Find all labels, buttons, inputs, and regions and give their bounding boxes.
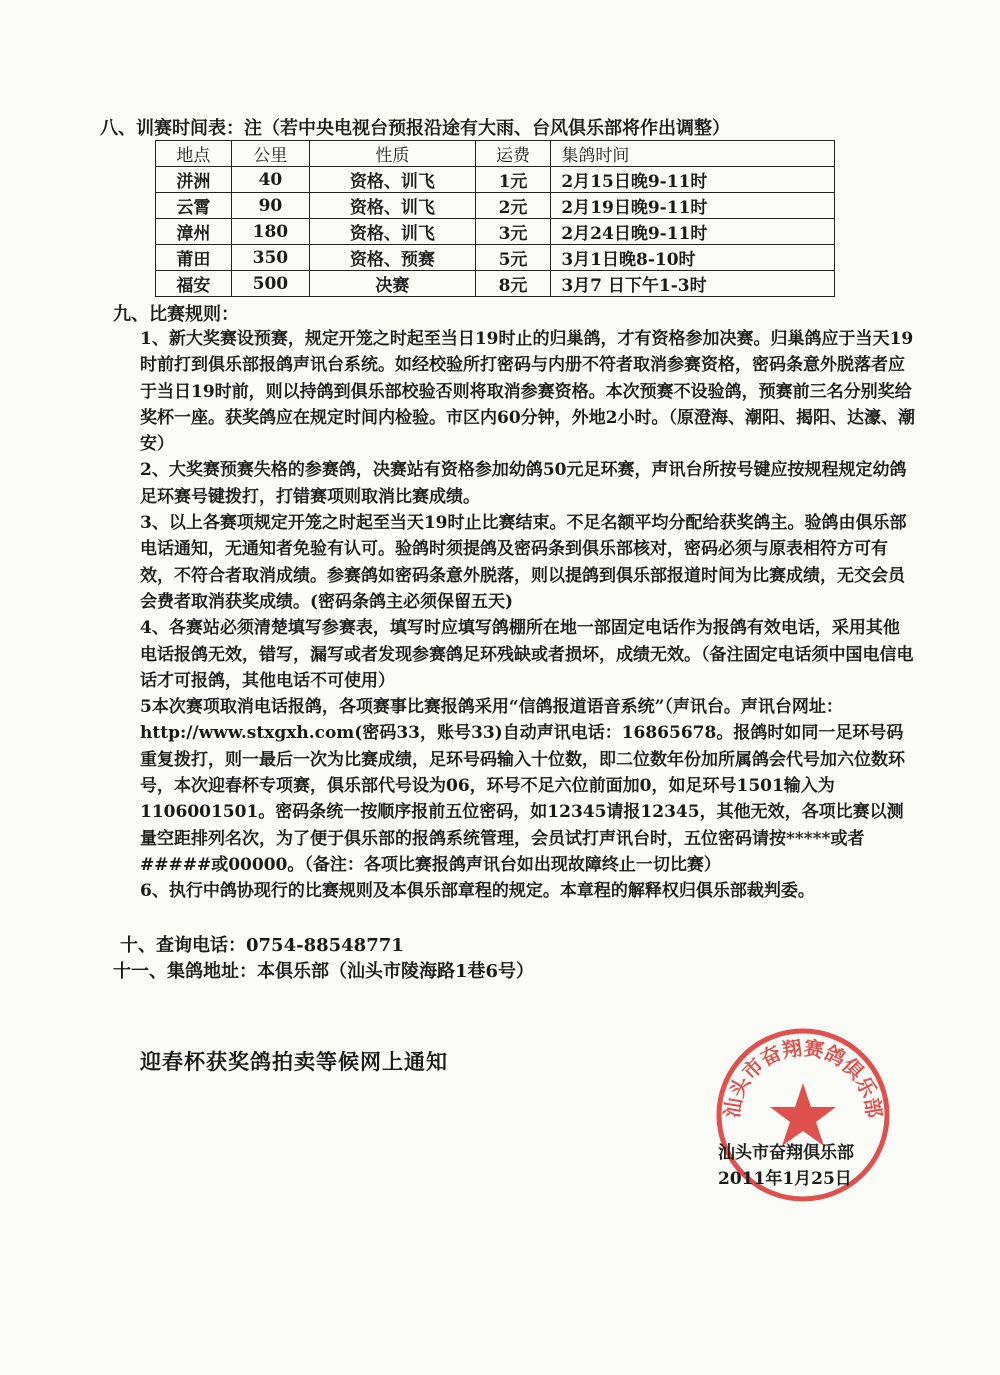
- signature-block: [718, 1140, 854, 1192]
- header-fee: 运费: [475, 141, 551, 167]
- section-8-title: 八、训赛时间表：注（若中央电视台预报沿途有大雨、台风俱乐部将作出调整）: [100, 118, 730, 139]
- cell-fee: 5元: [475, 245, 551, 271]
- cell-distance: 180: [231, 219, 309, 245]
- cell-time: 2月24日晚9-11时: [551, 219, 835, 245]
- cell-type: 资格、训飞: [310, 167, 476, 193]
- rule-item-5: 5本次赛项取消电话报鸽，各项赛事比赛报鸽采用“信鸽报道语音系统”（声讯台。声讯台网址：http://www.stxgxh.com(密码33，账号33)自动声讯电话：16865678。报鸽时如同一足环号码重复拨打，则一最后一次为比赛成绩，足环号码输入十位数，即二位数年份加所属鸽会代号加六位数环号，本次迎春杯专项赛，俱乐部代号设为06，环号不足六位前面加0，如足环号1501输入为1106001501。密码条统一按顺序报前五位密码，如12345请报12345，其他无效，各项比赛以测量空距排列名次，为了便于俱乐部的报鸽系统管理，会员试打声讯台时，五位密码请按*****或者#####或00000。（备注：各项比赛报鸽声讯台如出现故障终止一切比赛）: [140, 697, 905, 875]
- cell-distance: 500: [231, 271, 309, 297]
- rule-item-2: 2、大奖赛预赛失格的参赛鸽，决赛站有资格参加幼鸽50元足环赛，声讯台所按号键应按规程规定幼鸽足环赛号键拨打，打错赛项则取消比赛成绩。: [140, 460, 907, 507]
- cell-location: 福安: [156, 271, 232, 297]
- rule-item-6: 6、执行中鸽协现行的比赛规则及本俱乐部章程的规定。本章程的解释权归俱乐部裁判委。: [140, 881, 815, 902]
- cell-distance: 350: [231, 245, 309, 271]
- cell-fee: 8元: [475, 271, 551, 297]
- table-row: [156, 245, 835, 271]
- cell-location: 洴洲: [156, 167, 232, 193]
- cell-location: 漳州: [156, 219, 232, 245]
- header-time: 集鸽时间: [551, 141, 835, 167]
- cell-type: 资格、训飞: [310, 219, 476, 245]
- section-10-phone: 十、查询电话：0754-88548771: [120, 935, 404, 956]
- auction-notice: 迎春杯获奖鸽拍卖等候网上通知: [140, 1049, 448, 1074]
- table-row: [156, 271, 835, 297]
- rules-list: [140, 326, 915, 905]
- rule-item-4: 4、各赛站必须清楚填写参赛表，填写时应填写鸽棚所在地一部固定电话作为报鸽有效电话，采用其他电话报鸽无效，错写，漏写或者发现参赛鸽足环残缺或者损坏，成绩无效。（备注固定电话须中国电信电话才可报鸽，其他电话不可使用）: [140, 618, 914, 691]
- table-row: [156, 167, 835, 193]
- cell-location: 莆田: [156, 245, 232, 271]
- cell-location: 云霄: [156, 193, 232, 219]
- table-row: [156, 219, 835, 245]
- seal-star-icon: [770, 1083, 836, 1146]
- header-distance: 公里: [231, 141, 309, 167]
- cell-fee: 2元: [475, 193, 551, 219]
- cell-distance: 90: [231, 193, 309, 219]
- cell-time: 3月1日晚8-10时: [551, 245, 835, 271]
- rule-item-3: 3、以上各赛项规定开笼之时起至当天19时止比赛结束。不足名额平均分配给获奖鸽主。验鸽由俱乐部电话通知，无通知者免验有认可。验鸽时须提鸽及密码条到俱乐部核对，密码必须与原表相符方可有效，不符合者取消成绩。参赛鸽如密码条意外脱落，则以提鸽到俱乐部报道时间为比赛成绩，无交会员会费者取消获奖成绩。(密码条鸽主必须保留五天): [140, 513, 907, 612]
- signature-date: 2011年1月25日: [718, 1169, 852, 1189]
- cell-type: 资格、训飞: [310, 193, 476, 219]
- rule-item-1: 1、新大奖赛设预赛，规定开笼之时起至当日19时止的归巢鸽，才有资格参加决赛。归巢鸽应于当天19时前打到俱乐部报鸽声讯台系统。如经校验所打密码与内册不符者取消参赛资格，密码条意外脱落者应于当日19时前，则以持鸽到俱乐部校验否则将取消参赛资格。本次预赛不设验鸽，预赛前三名分别奖给奖杯一座。获奖鸽应在规定时间内检验。市区内60分钟，外地2小时。（原澄海、潮阳、揭阳、达濠、潮安）: [140, 329, 915, 455]
- cell-type: 决赛: [310, 271, 476, 297]
- header-type: 性质: [310, 141, 476, 167]
- header-location: 地点: [156, 141, 232, 167]
- cell-fee: 3元: [475, 219, 551, 245]
- table-row: [156, 193, 835, 219]
- cell-type: 资格、预赛: [310, 245, 476, 271]
- training-schedule-table: [155, 140, 835, 297]
- section-11-address: 十一、集鸽地址：本俱乐部（汕头市陵海路1巷6号）: [113, 961, 535, 982]
- cell-time: 3月7 日下午1-3时: [551, 271, 835, 297]
- cell-time: 2月15日晚9-11时: [551, 167, 835, 193]
- cell-fee: 1元: [475, 167, 551, 193]
- section-9-title: 九、比赛规则：: [113, 304, 239, 325]
- table-header-row: [156, 141, 835, 167]
- cell-distance: 40: [231, 167, 309, 193]
- signature-org: 汕头市奋翔俱乐部: [718, 1143, 854, 1163]
- seal-text: 汕头市奋翔赛鸽俱乐部: [719, 1035, 887, 1120]
- cell-time: 2月19日晚9-11时: [551, 193, 835, 219]
